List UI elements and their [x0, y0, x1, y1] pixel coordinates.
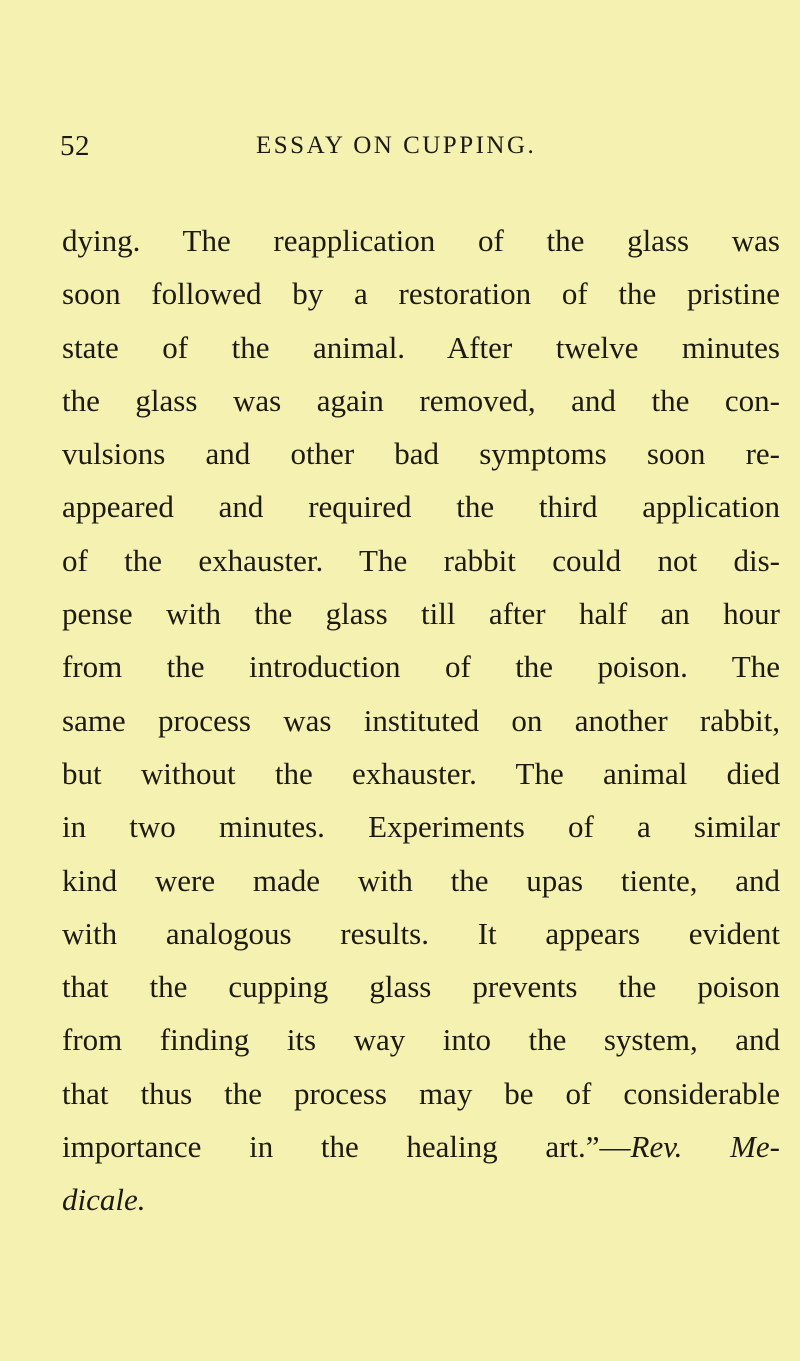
text-line: dying. The reapplication of the glass was — [62, 223, 780, 258]
text-line: from the introduction of the poison. The — [62, 649, 780, 685]
text-line: but without the exhauster. The animal died — [62, 755, 780, 791]
text-line: with analogous results. It appears evident — [62, 915, 780, 951]
text-line: the glass was again removed, and the con- — [62, 382, 780, 418]
text-line: soon followed by a restoration of the pristine — [62, 276, 780, 312]
text-line: that thus the process may be of considerable — [62, 1075, 780, 1111]
text-line: from finding its way into the system, and — [62, 1022, 780, 1058]
text-line: vulsions and other bad symptoms soon re- — [62, 436, 780, 472]
text-line: of the exhauster. The rabbit could not dis- — [62, 542, 780, 578]
text-line: pense with the glass till after half an hour — [62, 596, 780, 632]
page-header — [60, 130, 780, 170]
text-line: that the cupping glass prevents the poison — [62, 969, 780, 1005]
page-number: 52 — [60, 130, 90, 162]
citation-italic: Rev. Me- — [630, 1129, 781, 1165]
text-fragment: importance in the healing art.”— — [62, 1129, 631, 1165]
text-line: appeared and required the third application — [62, 489, 780, 525]
text-line-with-citation — [62, 1120, 780, 1173]
text-line: state of the animal. After twelve minutes — [62, 329, 780, 365]
text-line: in two minutes. Experiments of a similar — [62, 809, 780, 845]
running-title: ESSAY ON CUPPING. — [256, 132, 537, 159]
text-line: same process was instituted on another rabbit, — [62, 702, 780, 738]
citation-italic-continued: dicale. — [62, 1182, 146, 1218]
text-line: kind were made with the upas tiente, and — [62, 862, 780, 898]
body-text — [62, 214, 780, 1227]
text-line-last — [62, 1173, 780, 1226]
